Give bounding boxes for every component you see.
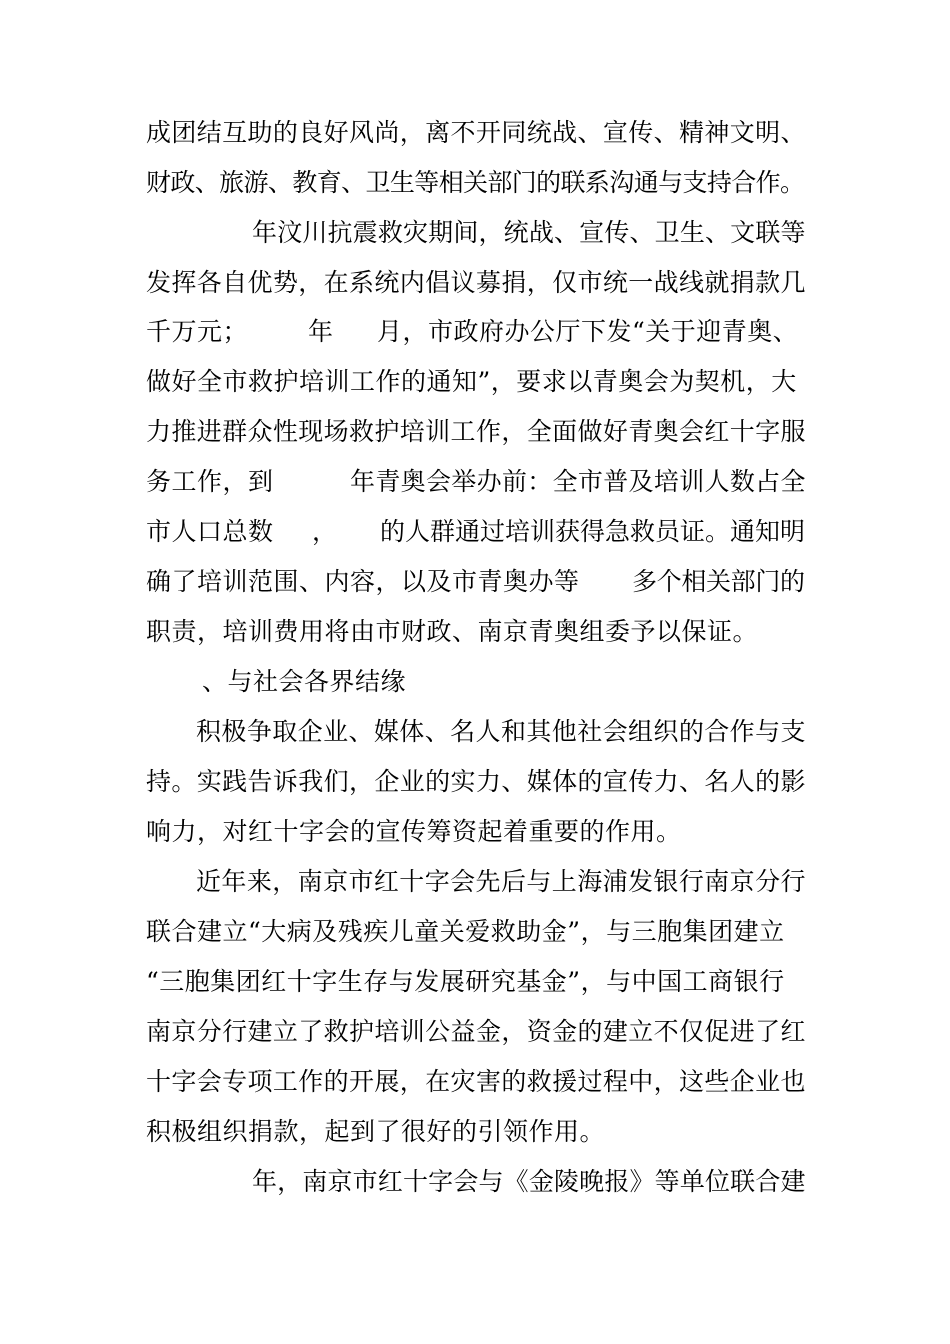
text-line: 年汶川抗震救灾期间，统战、宣传、卫生、文联等 xyxy=(252,218,806,247)
text-line: 确了培训范围、内容，以及市青奥办等 xyxy=(146,567,580,596)
text-line: 年青奥会举办前：全市普及培训人数占全 xyxy=(350,467,806,496)
text-line: 年，南京市红十字会与《金陵晚报》等单位联合建 xyxy=(252,1167,806,1196)
text-line: 多个相关部门的 xyxy=(632,567,805,596)
text-line: 十字会专项工作的开展，在灾害的救援过程中，这些企业也 xyxy=(146,1067,806,1096)
section-heading: 、与社会各界结缘 xyxy=(202,667,407,696)
text-line: 做好全市救护培训工作的通知”，要求以青奥会为契机，大 xyxy=(146,367,797,396)
text-line: 月，市政府办公厅下发“关于迎青奥、 xyxy=(377,317,799,346)
text-line: 千万元； xyxy=(146,317,249,346)
text-line: 年 xyxy=(308,317,334,346)
text-line: “三胞集团红十字生存与发展研究基金”，与中国工商银行 xyxy=(146,967,785,996)
text-line: 务工作，到 xyxy=(146,467,274,496)
text-line: 响力，对红十字会的宣传筹资起着重要的作用。 xyxy=(146,817,682,846)
text-line: 力推进群众性现场救护培训工作，全面做好青奥会红十字服 xyxy=(146,417,806,446)
text-line: 发挥各自优势，在系统内倡议募捐，仅市统一战线就捐款几 xyxy=(146,268,806,297)
text-line: 市人口总数 xyxy=(146,517,274,546)
text-line: 成团结互助的良好风尚，离不开同统战、宣传、精神文明、 xyxy=(146,118,806,147)
text-line: 积极争取企业、媒体、名人和其他社会组织的合作与支 xyxy=(196,717,806,746)
text-line: 积极组织捐款，起到了很好的引领作用。 xyxy=(146,1117,606,1146)
text-line: 联合建立“大病及残疾儿童关爱救助金”，与三胞集团建立 xyxy=(146,917,785,946)
text-line: 近年来，南京市红十字会先后与上海浦发银行南京分行 xyxy=(196,867,806,896)
text-line: 南京分行建立了救护培训公益金，资金的建立不仅促进了红 xyxy=(146,1017,806,1046)
text-line: 持。实践告诉我们，企业的实力、媒体的宣传力、名人的影 xyxy=(146,767,806,796)
text-line: 的人群通过培训获得急救员证。通知明 xyxy=(380,517,806,546)
text-line: 财政、旅游、教育、卫生等相关部门的联系沟通与支持合作。 xyxy=(146,168,805,197)
text-line: 职责，培训费用将由市财政、南京青奥组委予以保证。 xyxy=(146,617,759,646)
text-line: ， xyxy=(312,517,338,546)
